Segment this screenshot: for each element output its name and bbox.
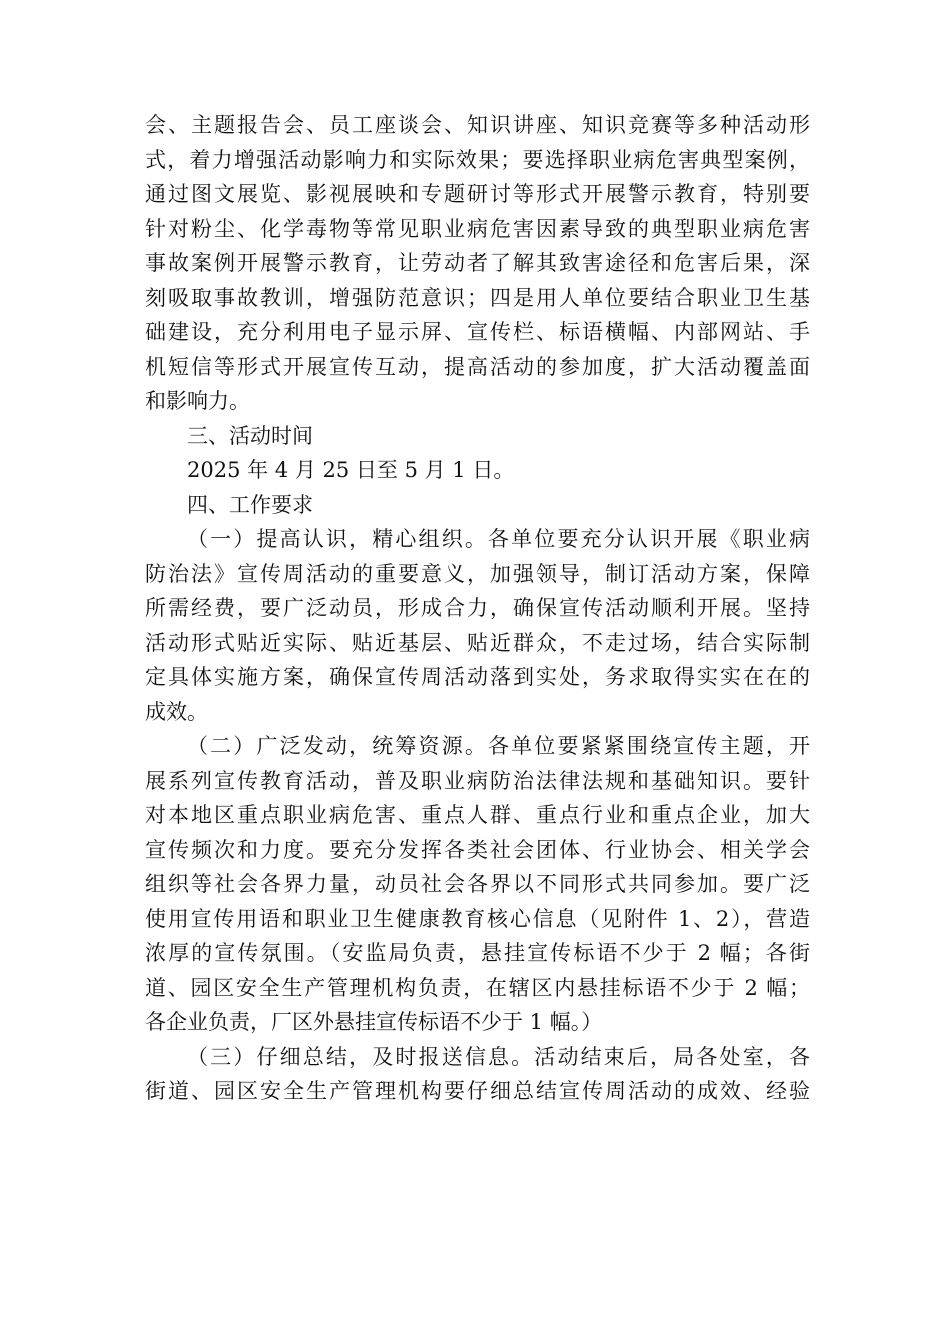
paragraph-line: 使用宣传用语和职业卫生健康教育核心信息（见附件 1、2），营造 — [145, 906, 810, 931]
paragraph-line: 成效。 — [145, 699, 208, 724]
paragraph-line: （一）提高认识，精心组织。各单位要充分认识开展《职业病 — [187, 527, 810, 551]
paragraph-line: 道、园区安全生产管理机构负责，在辖区内悬挂标语不少于 2 幅； — [145, 975, 810, 1000]
paragraph-line: 机短信等形式开展宣传互动，提高活动的参加度，扩大活动覆盖面 — [145, 354, 810, 379]
paragraph-line: 通过图文展览、影视展映和专题研讨等形式开展警示教育，特别要 — [145, 182, 810, 206]
section-heading-line: 三、活动时间 — [187, 423, 313, 448]
paragraph-line: 刻吸取事故教训，增强防范意识；四是用人单位要结合职业卫生基 — [145, 285, 810, 310]
paragraph-line: 所需经费，要广泛动员，形成合力，确保宣传活动顺利开展。坚持 — [145, 596, 810, 620]
paragraph-line: 定具体实施方案，确保宣传周活动落到实处，务求取得实实在在的 — [145, 665, 810, 689]
paragraph-line: （二）广泛发动，统筹资源。各单位要紧紧围绕宣传主题，开 — [187, 734, 810, 758]
paragraph-line: 础建设，充分利用电子显示屏、宣传栏、标语横幅、内部网站、手 — [145, 320, 810, 344]
paragraph-line: 浓厚的宣传氛围。（安监局负责，悬挂宣传标语不少于 2 幅；各街 — [145, 941, 810, 965]
section-heading-line: 2025 年 4 月 25 日至 5 月 1 日。 — [187, 458, 515, 482]
paragraph-line: 事故案例开展警示教育，让劳动者了解其致害途径和危害后果，深 — [145, 251, 810, 275]
paragraph-line: 防治法》宣传周活动的重要意义，加强领导，制订活动方案，保障 — [145, 561, 810, 586]
paragraph-line: 和影响力。 — [145, 389, 250, 413]
paragraph-line: （三）仔细总结，及时报送信息。活动结束后，局各处室，各 — [187, 1044, 810, 1069]
paragraph-line: 活动形式贴近实际、贴近基层、贴近群众，不走过场，结合实际制 — [145, 630, 810, 655]
paragraph-line: 各企业负责，厂区外悬挂宣传标语不少于 1 幅。） — [145, 1010, 603, 1034]
document-page — [145, 108, 810, 1109]
paragraph-line: 组织等社会各界力量，动员社会各界以不同形式共同参加。要广泛 — [145, 872, 810, 896]
paragraph-line: 宣传频次和力度。要充分发挥各类社会团体、行业协会、相关学会 — [145, 837, 810, 862]
section-heading-line: 四、工作要求 — [187, 492, 313, 517]
paragraph-line: 会、主题报告会、员工座谈会、知识讲座、知识竞赛等多种活动形 — [145, 113, 810, 137]
paragraph-line: 展系列宣传教育活动，普及职业病防治法律法规和基础知识。要针 — [145, 768, 810, 793]
paragraph-line: 对本地区重点职业病危害、重点人群、重点行业和重点企业，加大 — [145, 803, 810, 827]
paragraph-line: 针对粉尘、化学毒物等常见职业病危害因素导致的典型职业病危害 — [145, 216, 810, 241]
paragraph-line: 式，着力增强活动影响力和实际效果；要选择职业病危害典型案例， — [145, 147, 810, 172]
paragraph-line: 街道、园区安全生产管理机构要仔细总结宣传周活动的成效、经验 — [145, 1079, 810, 1103]
